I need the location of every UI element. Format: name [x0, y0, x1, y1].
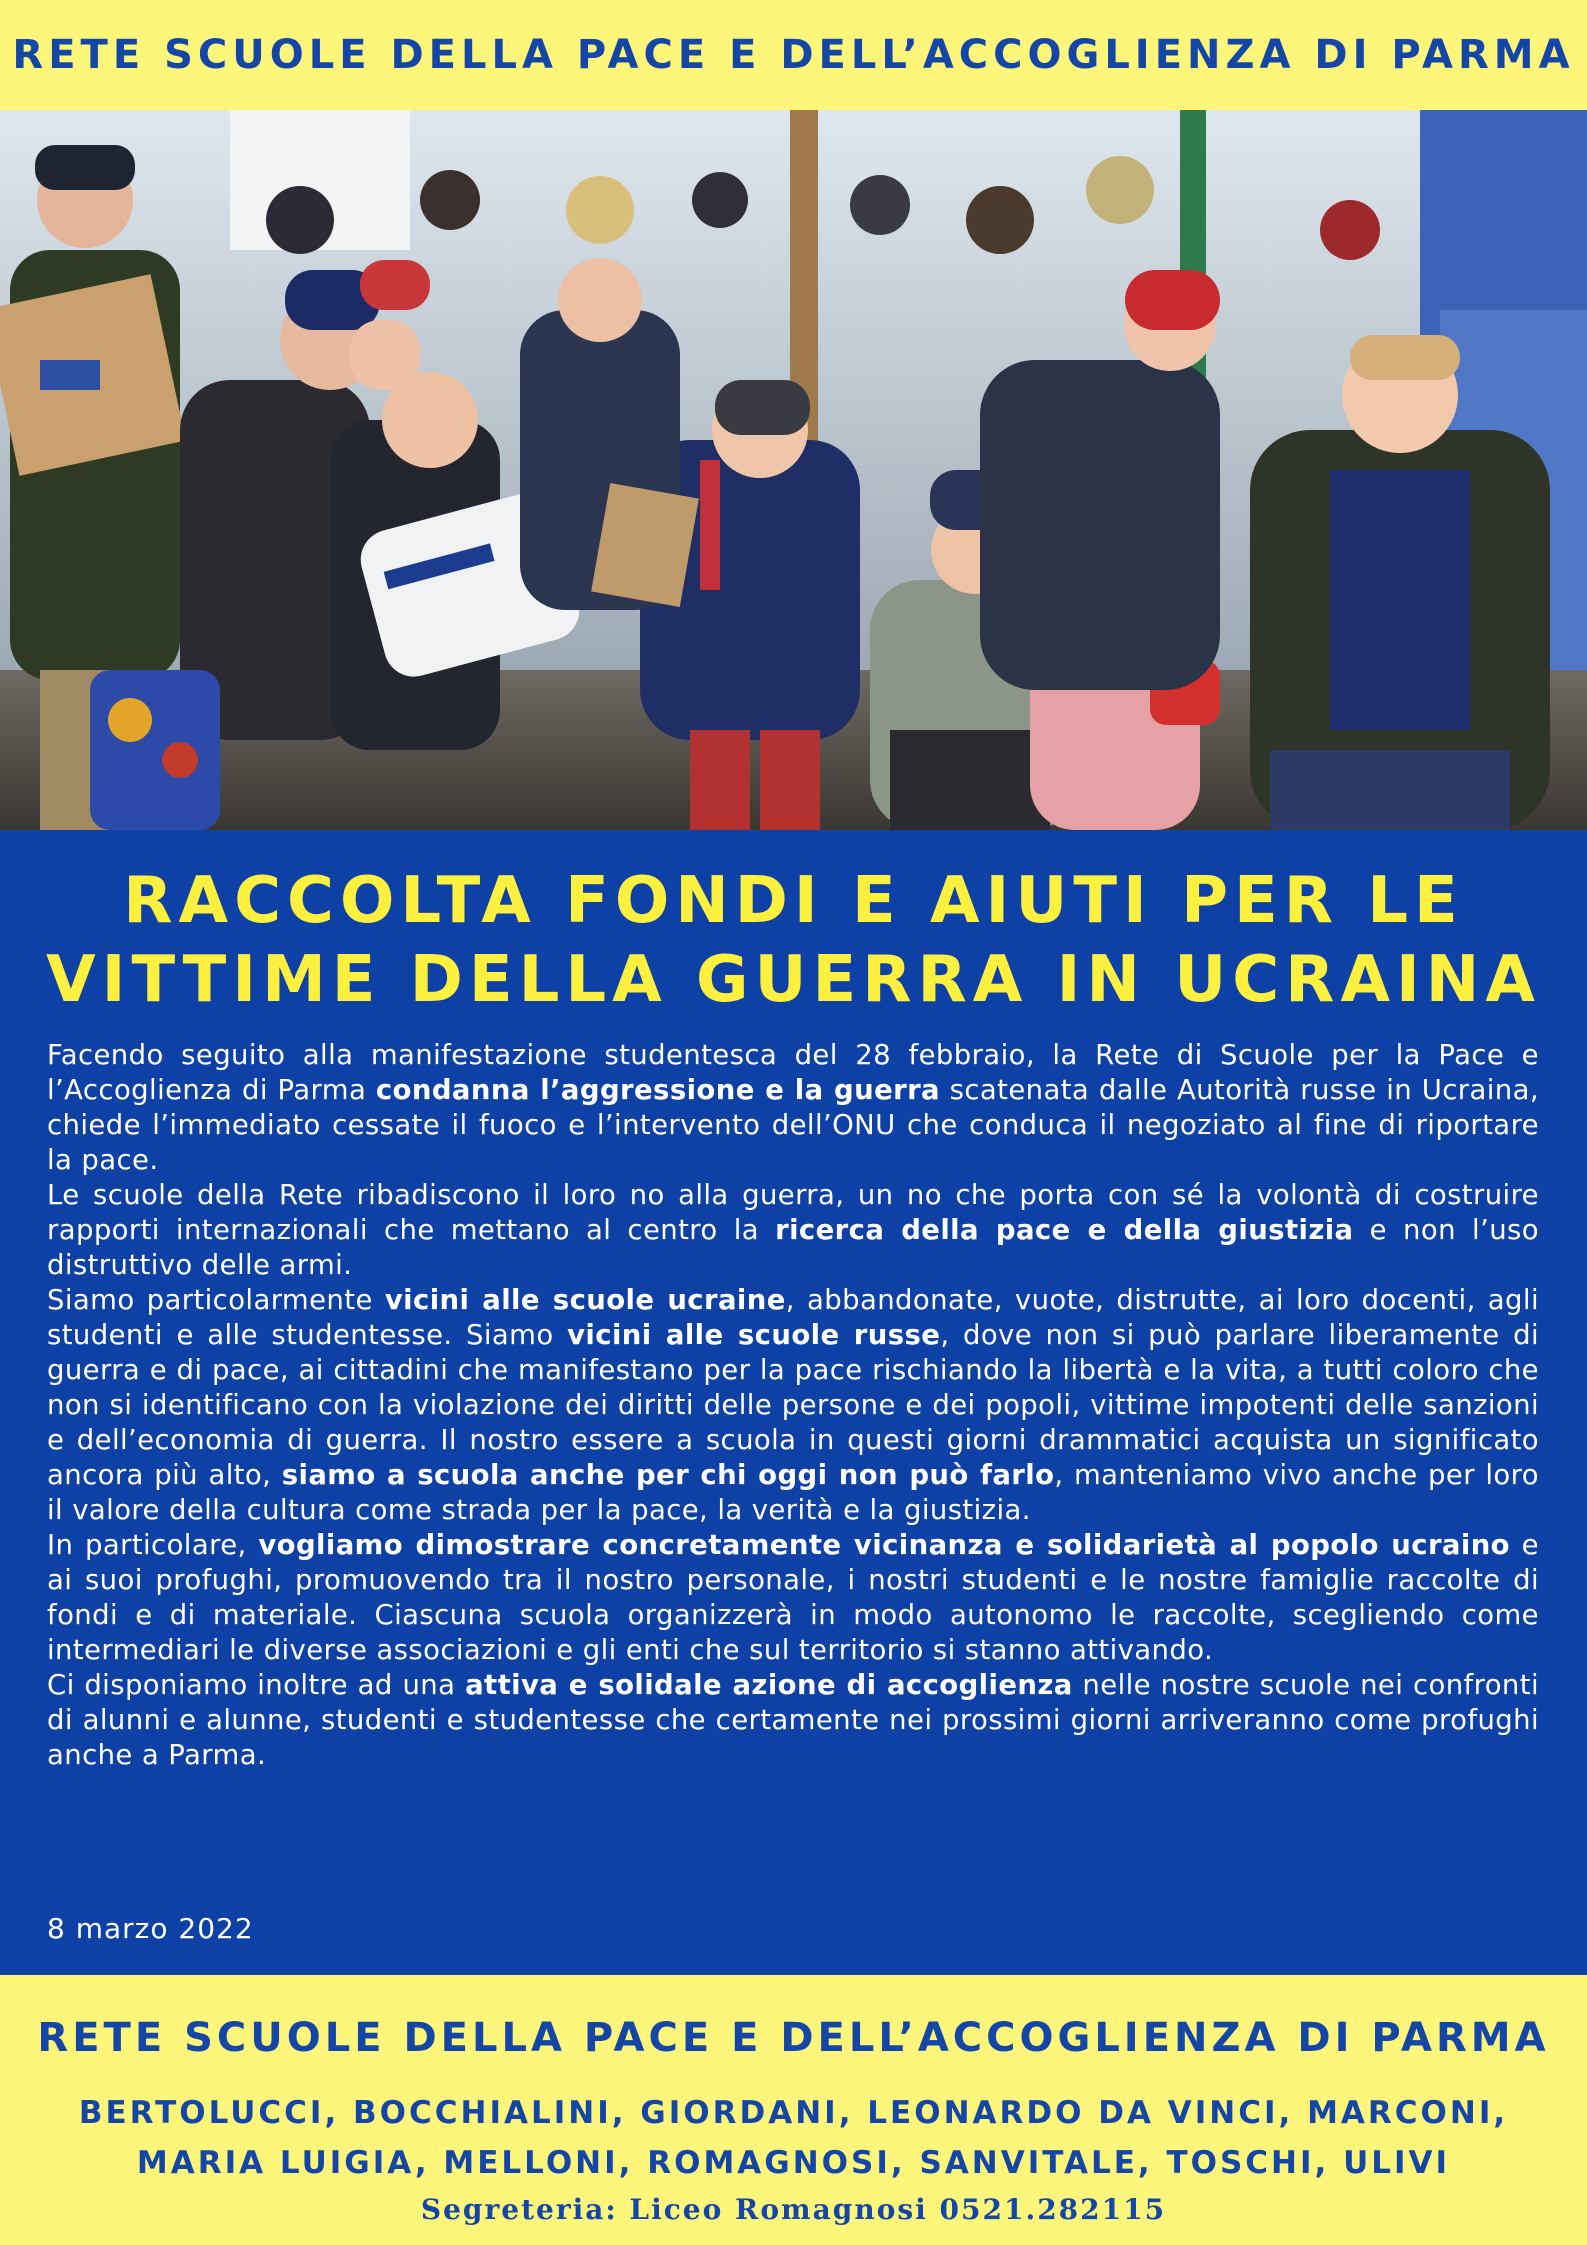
main-content-panel [0, 830, 1587, 1975]
headline-line-2: VITTIME DELLA GUERRA IN UCRAINA [46, 943, 1541, 1017]
photo-illustration [0, 110, 1587, 830]
top-banner [0, 0, 1587, 110]
headline-line-1: RACCOLTA FONDI E AIUTI PER LE [123, 864, 1464, 938]
headline [0, 862, 1587, 1020]
network-title: RETE SCUOLE DELLA PACE E DELL’ACCOGLIENZA DI PARMA [12, 32, 1575, 78]
school-list-line-2: MARIA LUIGIA, MELLONI, ROMAGNOSI, SANVITALE, TOSCHI, ULIVI [136, 2145, 1451, 2181]
school-list [0, 2088, 1587, 2188]
secretariat-contact: Segreteria: Liceo Romagnosi 0521.282115 [420, 2193, 1167, 2226]
paragraph-1: Facendo seguito alla manifestazione studentesca del 28 febbraio, la Rete di Scuole per la Pace e l’Accoglienza di Parma condanna l’aggressione e la guerra scatenata dalle Autorità russe in Ucraina, chiede l’immediato cessate il fuoco e l’intervento dell’ONU che conduca il negoziato al fine di riportare la pace. [47, 1039, 1539, 1176]
paragraph-5: Ci disponiamo inoltre ad una attiva e solidale azione di accoglienza nelle nostre scuole nei confronti di alunni e alunne, studenti e studentesse che certamente nei prossimi giorni arriveranno come profughi anche a Parma. [47, 1669, 1539, 1771]
statement-date: 8 marzo 2022 [47, 1912, 254, 1945]
statement-body [47, 1038, 1539, 1773]
paragraph-3: Siamo particolarmente vicini alle scuole ucraine, abbandonate, vuote, distrutte, ai loro docenti, agli studenti e alle studentesse. Siamo vicini alle scuole russe, dove non si può parlare liberamente di guerra e di pace, ai cittadini che manifestano per la pace rischiando la libertà e la vita, a tutti coloro che non si identificano con la violazione dei diritti delle persone e dei popoli, vittime impotenti delle sanzioni e dell’economia di guerra. Il nostro essere a scuola in questi giorni drammatici acquista un significato ancora più alto, siamo a scuola anche per chi oggi non può farlo, manteniamo vivo anche per loro il valore della cultura come strada per la pace, la verità e la giustizia. [47, 1284, 1539, 1526]
paragraph-2: Le scuole della Rete ribadiscono il loro no alla guerra, un no che porta con sé la volontà di costruire rapporti internazionali che mettano al centro la ricerca della pace e della giustizia e non l’uso distruttivo delle armi. [47, 1179, 1539, 1281]
school-list-line-1: BERTOLUCCI, BOCCHIALINI, GIORDANI, LEONARDO DA VINCI, MARCONI, [78, 2095, 1509, 2131]
footer-network-title: RETE SCUOLE DELLA PACE E DELL’ACCOGLIENZA DI PARMA [37, 2015, 1550, 2061]
footer [0, 1975, 1587, 2245]
refugee-crowd-photo [0, 110, 1587, 830]
paragraph-4: In particolare, vogliamo dimostrare concretamente vicinanza e solidarietà al popolo ucraino e ai suoi profughi, promuovendo tra il nostro personale, i nostri studenti e le nostre famiglie raccolte di fondi e di materiale. Ciascuna scuola organizzerà in modo autonomo le raccolte, scegliendo come intermediari le diverse associazioni e gli enti che sul territorio si stanno attivando. [47, 1529, 1539, 1666]
